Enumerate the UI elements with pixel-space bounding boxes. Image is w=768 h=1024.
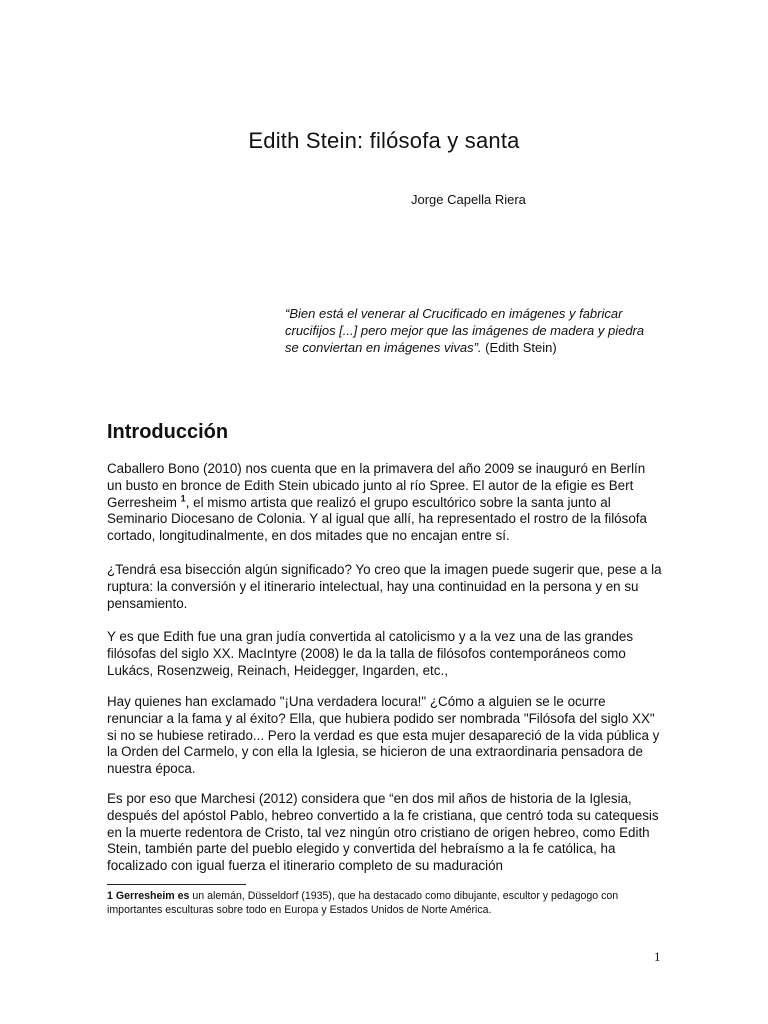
body-paragraph: ¿Tendrá esa bisección algún significado? Yo creo que la imagen puede sugerir que, pese a la ruptura: la conversión y el itinerario intelectual, hay una continuidad en la persona y en su pensamiento. (107, 562, 662, 611)
footnote-reference[interactable]: 1 (180, 493, 186, 504)
section-heading: Introducción (107, 421, 229, 443)
epigraph-attribution: (Edith Stein) (485, 340, 557, 355)
document-title: Edith Stein: filósofa y santa (248, 128, 520, 153)
paragraph-text: , el mismo artista que realizó el grupo escultórico sobre la santa junto al Seminario Diocesano de Colonia. Y al igual que allí, ha representado el rostro de la filósofa cortado, longitudinalmente, en dos mitades que no encajan entre sí. (107, 494, 647, 544)
body-paragraph: Es por eso que Marchesi (2012) considera que “en dos mil años de historia de la Iglesia, después del apóstol Pablo, hebreo convertido a la fe cristiana, que centró toda su catequesis en la muerte redentora de Cristo, tal vez ningún otro cristiano de origen hebreo, como Edith Stein, también parte del pueblo elegido y convertida del hebraísmo a la fe católica, ha focalizado con igual fuerza el itinerario completo de su maduración (107, 791, 659, 874)
footnote-text: un alemán, Düsseldorf (1935), que ha destacado como dibujante, escultor y pedagogo con importantes esculturas sobre todo en Europa y Estados Unidos de Norte América. (107, 890, 619, 916)
body-paragraph (107, 461, 663, 545)
paragraph-text: Caballero Bono (2010) nos cuenta que en la primavera del año 2009 se inauguró en Berlín un busto en bronce de Edith Stein ubicado junto al río Spree. El autor de la efigie es Bert Gerresheim (107, 461, 646, 510)
footnote-separator (107, 884, 246, 885)
body-paragraph: Hay quienes han exclamado "¡Una verdadera locura!" ¿Cómo a alguien se le ocurre renunciar a la fama y al éxito? Ella, que hubiera podido ser nombrada "Filósofa del siglo XX" si no se hubiese retirado... Pero la verdad es que esta mujer desapareció de la vida pública y la Orden del Carmelo, y con ella la Iglesia, se hicieron de una extraordinaria pensadora de nuestra época. (107, 694, 660, 777)
page-number: 1 (654, 949, 661, 964)
epigraph (285, 305, 645, 356)
author-name: Jorge Capella Riera (411, 192, 526, 207)
footnote (107, 889, 667, 917)
body-paragraph: Y es que Edith fue una gran judía convertida al catolicismo y a la vez una de las grandes filósofas del siglo XX. MacIntyre (2008) le da la talla de filósofos contemporáneos como Lukács, Rosenzweig, Reinach, Heidegger, Ingarden, etc., (107, 629, 634, 678)
epigraph-quote: “Bien está el venerar al Crucificado en imágenes y fabricar crucifijos [...] pero mejor que las imágenes de madera y piedra se conviertan en imágenes vivas”. (285, 306, 645, 355)
footnote-label: 1 Gerresheim es (107, 890, 190, 902)
